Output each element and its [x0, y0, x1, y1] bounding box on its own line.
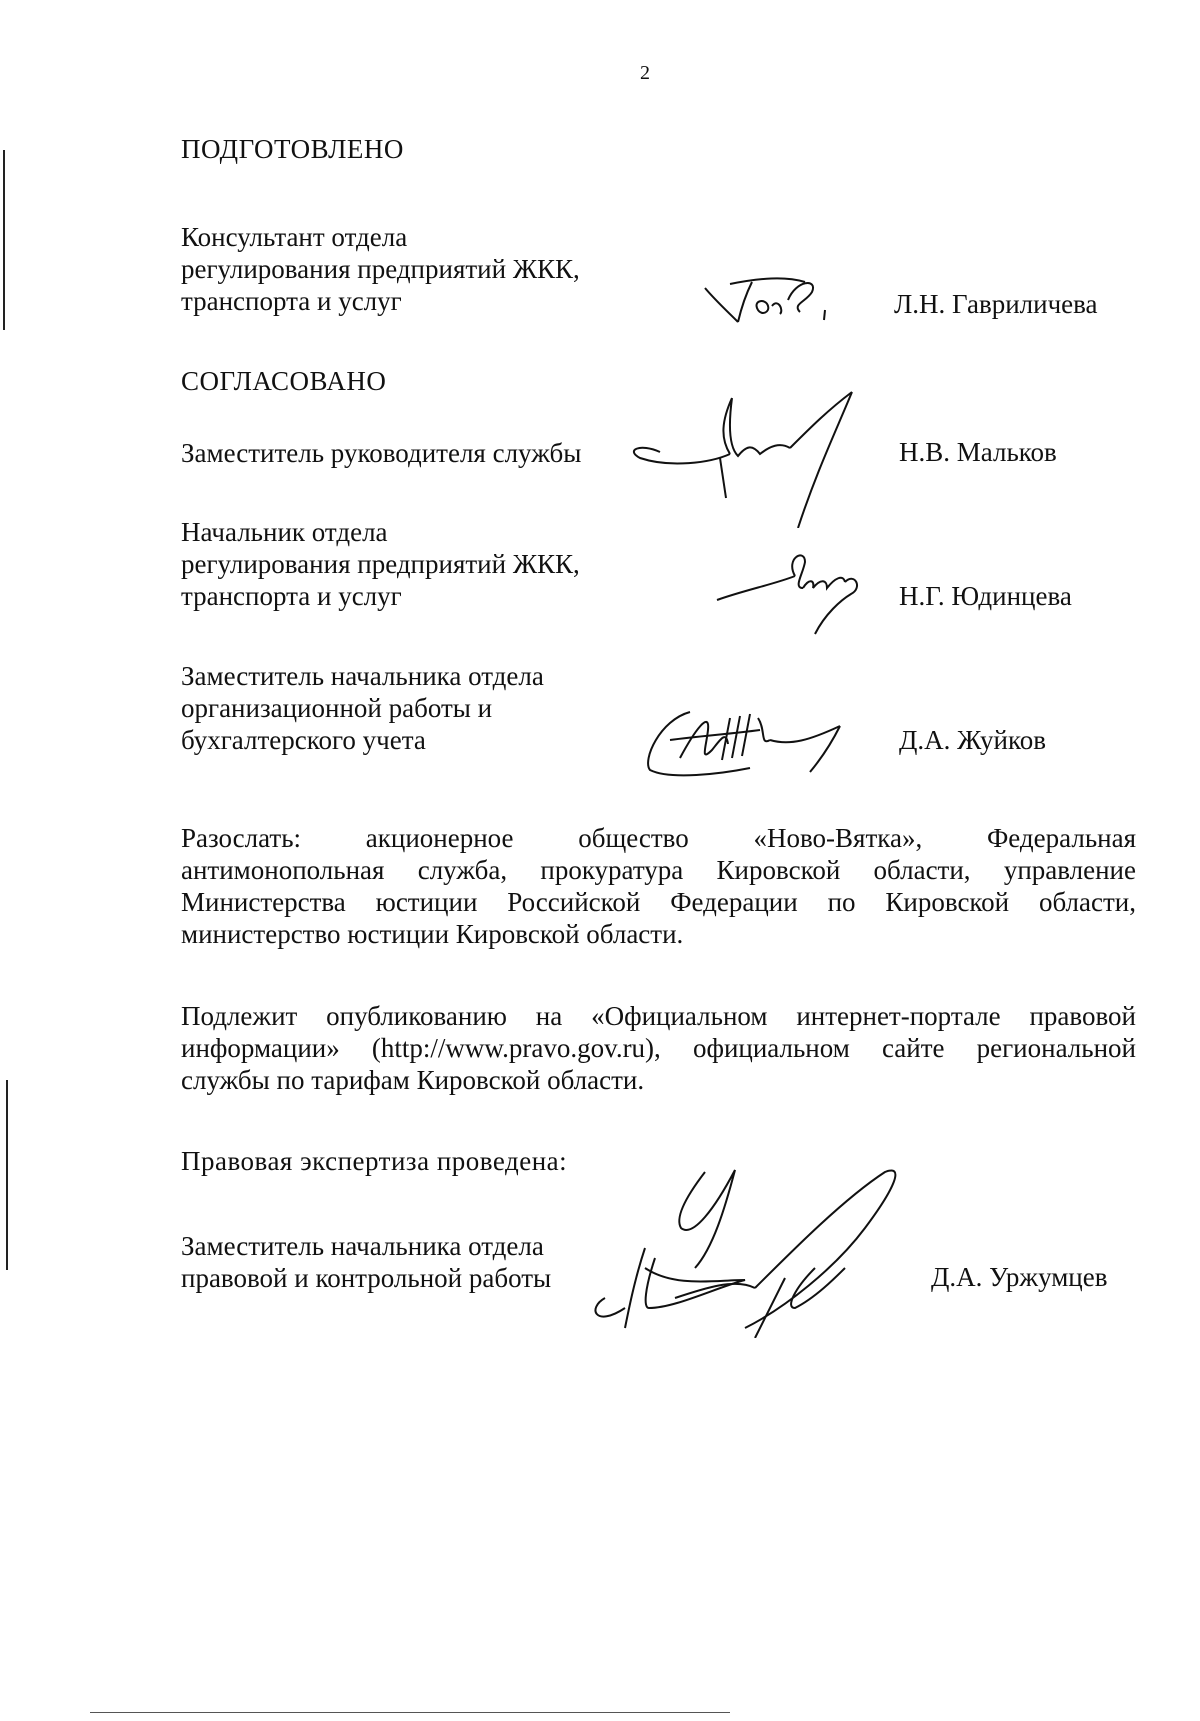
- paragraph-line: Разослать: акционерное общество «Ново-Вятка», Федеральная: [181, 823, 1136, 853]
- signature-zhuykov: [640, 700, 870, 780]
- legal-review-role: [181, 1230, 551, 1294]
- agreed-heading: СОГЛАСОВАНО: [181, 366, 387, 396]
- scan-edge-mark: [6, 1080, 8, 1270]
- signature-gavrilicheva: [700, 270, 840, 330]
- prepared-heading: ПОДГОТОВЛЕНО: [181, 134, 404, 164]
- agreed-role-1: [181, 437, 581, 469]
- scan-edge-mark: [3, 150, 5, 330]
- role-line: регулирования предприятий ЖКК,: [181, 254, 580, 284]
- role-line: правовой и контрольной работы: [181, 1263, 552, 1293]
- role-line: Консультант отдела: [181, 222, 408, 252]
- role-line: бухгалтерского учета: [181, 725, 426, 755]
- agreed-role-2: [181, 516, 580, 612]
- paragraph-line: Подлежит опубликованию на «Официальном интернет-портале правовой: [181, 1001, 1136, 1031]
- agreed-name-2: Н.Г. Юдинцева: [899, 581, 1072, 611]
- role-line: Заместитель начальника отдела: [181, 1231, 544, 1261]
- signature-malkov: [620, 388, 880, 528]
- signature-yudintseva: [715, 548, 875, 648]
- role-line: Начальник отдела: [181, 517, 388, 547]
- paragraph-line: информации» (http://www.pravo.gov.ru), официальном сайте региональной: [181, 1033, 1136, 1063]
- role-line: регулирования предприятий ЖКК,: [181, 549, 580, 579]
- role-line: Заместитель руководителя службы: [181, 438, 582, 468]
- publication-paragraph: [181, 1000, 1136, 1096]
- legal-review-name: Д.А. Уржумцев: [931, 1262, 1108, 1292]
- role-line: транспорта и услуг: [181, 286, 402, 316]
- paragraph-line: антимонопольная служба, прокуратура Кировской области, управление: [181, 855, 1136, 885]
- agreed-name-3: Д.А. Жуйков: [899, 725, 1046, 755]
- role-line: транспорта и услуг: [181, 581, 402, 611]
- signature-urzhumtsev: [585, 1168, 915, 1338]
- role-line: организационной работы и: [181, 693, 493, 723]
- agreed-role-3: [181, 660, 544, 756]
- prepared-name: Л.Н. Гавриличева: [894, 289, 1098, 319]
- paragraph-line: министерство юстиции Кировской области.: [181, 919, 684, 949]
- role-line: Заместитель начальника отдела: [181, 661, 544, 691]
- legal-review-heading: Правовая экспертиза проведена:: [181, 1146, 568, 1176]
- prepared-role: [181, 221, 580, 317]
- scan-bottom-line: [90, 1712, 730, 1713]
- page-number: 2: [640, 62, 650, 84]
- agreed-name-1: Н.В. Мальков: [899, 437, 1057, 467]
- distribution-paragraph: [181, 822, 1136, 950]
- paragraph-line: службы по тарифам Кировской области.: [181, 1065, 645, 1095]
- paragraph-line: Министерства юстиции Российской Федерации по Кировской области,: [181, 887, 1136, 917]
